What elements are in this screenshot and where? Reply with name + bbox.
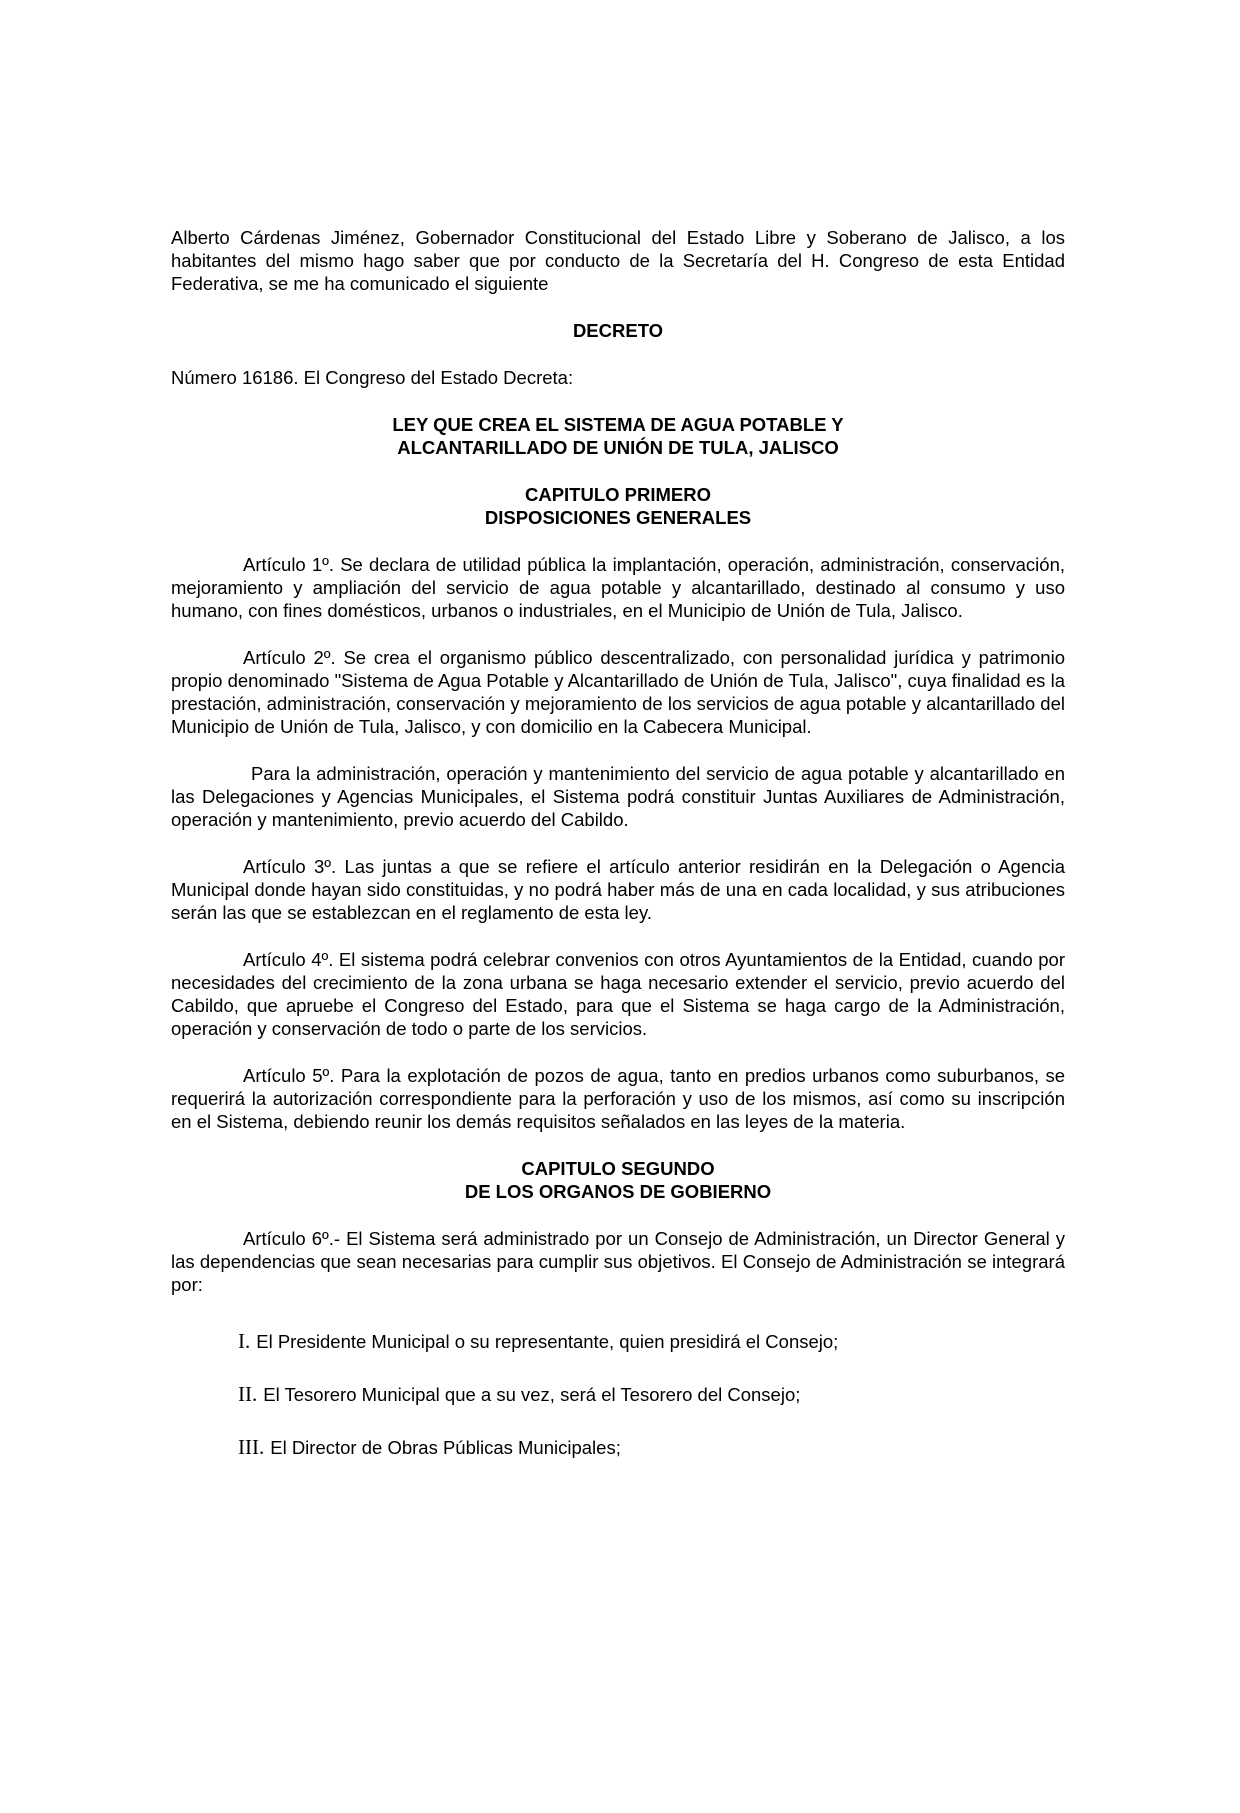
article-2-paragraph-2: Para la administración, operación y mantenimiento del servicio de agua potable y alcantarillado en las Delegaciones y Agencias Municipales, el Sistema podrá constituir Juntas Auxiliares de Administración, operación y mantenimiento, previo acuerdo del Cabildo.: [171, 763, 1065, 830]
article-2: Artículo 2º. Se crea el organismo público descentralizado, con personalidad jurídica y patrimonio propio denominado "Sistema de Agua Potable y Alcantarillado de Unión de Tula, Jalisco", cuya finalidad es la prestación, administración, conservación y mejoramiento de los servicios de agua potable y alcantarillado del Municipio de Unión de Tula, Jalisco, y con domicilio en la Cabecera Municipal.: [171, 647, 1065, 737]
decree-heading-text: DECRETO: [572, 320, 664, 341]
chapter-1-title: CAPITULO PRIMERO: [524, 484, 712, 505]
list-item-number: III.: [238, 1435, 265, 1459]
list-item-text: El Director de Obras Públicas Municipales;: [270, 1437, 621, 1458]
list-item-text: El Tesorero Municipal que a su vez, será el Tesorero del Consejo;: [263, 1384, 801, 1405]
list-item-text: El Presidente Municipal o su representante, quien presidirá el Consejo;: [256, 1331, 839, 1352]
chapter-2-title: CAPITULO SEGUNDO: [521, 1158, 715, 1179]
law-title-line-2: ALCANTARILLADO DE UNIÓN DE TULA, JALISCO: [397, 437, 839, 458]
list-item: [238, 1383, 1065, 1406]
list-item-number: I.: [238, 1329, 251, 1353]
list-item: [238, 1436, 1065, 1459]
article-1: Artículo 1º. Se declara de utilidad pública la implantación, operación, administración, conservación, mejoramiento y ampliación del servicio de agua potable y alcantarillado, destinado al consumo y uso humano, con fines domésticos, urbanos o industriales, en el Municipio de Unión de Tula, Jalisco.: [171, 554, 1065, 621]
intro-paragraph: Alberto Cárdenas Jiménez, Gobernador Constitucional del Estado Libre y Soberano de Jalisco, a los habitantes del mismo hago saber que por conducto de la Secretaría del H. Congreso de esta Entidad Federativa, se me ha comunicado el siguiente: [171, 227, 1065, 294]
list-item-number: II.: [238, 1382, 258, 1406]
article-5: Artículo 5º. Para la explotación de pozos de agua, tanto en predios urbanos como suburbanos, se requerirá la autorización correspondiente para la perforación y uso de los mismos, así como su inscripción en el Sistema, debiendo reunir los demás requisitos señalados en las leyes de la materia.: [171, 1065, 1065, 1132]
council-members-list: [171, 1330, 1065, 1459]
chapter-1-subtitle: DISPOSICIONES GENERALES: [484, 507, 752, 528]
article-4: Artículo 4º. El sistema podrá celebrar convenios con otros Ayuntamientos de la Entidad, cuando por necesidades del crecimiento de la zona urbana se haga necesario extender el servicio, previo acuerdo del Cabildo, que apruebe el Congreso del Estado, para que el Sistema se haga cargo de la Administración, operación y conservación de todo o parte de los servicios.: [171, 949, 1065, 1039]
list-item: [238, 1330, 1065, 1353]
decree-heading: [171, 319, 1065, 342]
article-6: Artículo 6º.- El Sistema será administrado por un Consejo de Administración, un Director General y las dependencias que sean necesarias para cumplir sus objetivos. El Consejo de Administración se integrará por:: [171, 1228, 1065, 1295]
document-page: [171, 226, 1065, 1489]
chapter-2-subtitle: DE LOS ORGANOS DE GOBIERNO: [464, 1181, 772, 1202]
law-title-line-1: LEY QUE CREA EL SISTEMA DE AGUA POTABLE Y: [392, 414, 844, 435]
decree-number: Número 16186. El Congreso del Estado Decreta:: [171, 367, 574, 388]
law-title: [171, 413, 1065, 459]
chapter-2-heading: [171, 1157, 1065, 1203]
article-3: Artículo 3º. Las juntas a que se refiere el artículo anterior residirán en la Delegación o Agencia Municipal donde hayan sido constituidas, y no podrá haber más de una en cada localidad, y sus atribuciones serán las que se establezcan en el reglamento de esta ley.: [171, 856, 1065, 923]
chapter-1-heading: [171, 483, 1065, 529]
